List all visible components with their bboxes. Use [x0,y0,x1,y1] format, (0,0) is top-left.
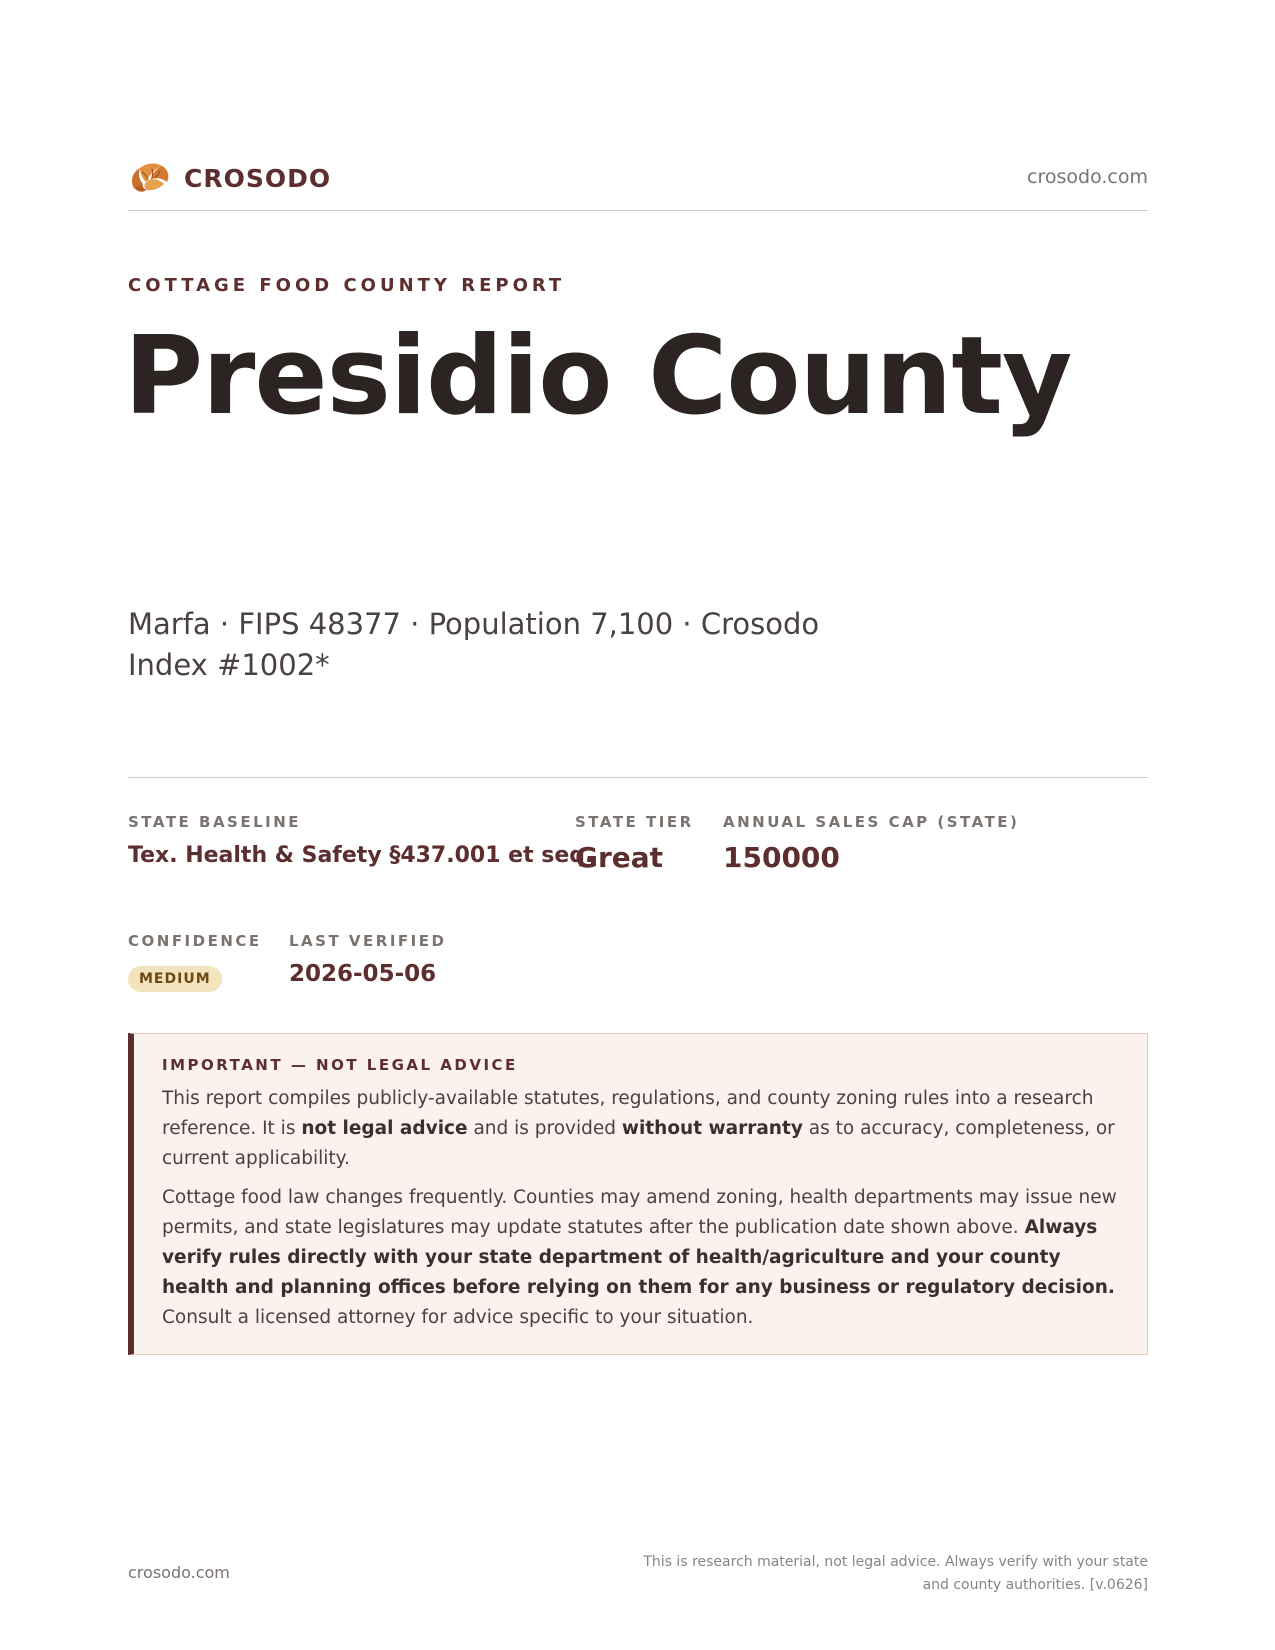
notice-p2-run: Consult a licensed attorney for advice specific to your situation. [162,1307,754,1328]
state-tier-field [575,813,694,874]
notice-paragraph-2 [162,1183,1121,1333]
footer-url[interactable]: crosodo.com [128,1563,230,1582]
footer-disclaimer [628,1551,1148,1597]
notice-p2-run: Cottage food law changes frequently. Counties may amend zoning, health departments may issue new permits, and state legislatures may update statutes after the publication date shown above. [162,1187,1117,1238]
notice-p2-emphasis: Always verify rules directly with your state department of health/agriculture and your county health and planning offices before relying on them for any business or regulatory decision. [162,1217,1115,1298]
page-header [128,158,1148,208]
state-baseline-label: STATE BASELINE [128,813,302,831]
sales-cap-value: 150000 [723,841,840,874]
confidence-badge: MEDIUM [128,966,222,992]
notice-p1-emphasis: without warranty [621,1118,803,1139]
county-subtitle: Marfa · FIPS 48377 · Population 7,100 · Crosodo Index #1002* [128,607,820,682]
notice-p1-emphasis: not legal advice [301,1118,468,1139]
state-tier-label: STATE TIER [575,813,694,831]
header-divider [128,210,1148,211]
report-page [124,0,1148,1650]
state-tier-value: Great [575,841,664,874]
notice-p1-run: and is provided [467,1118,622,1139]
confidence-label: CONFIDENCE [128,932,262,950]
croissant-icon [128,158,172,198]
notice-paragraph-1 [162,1084,1121,1174]
section-divider [128,777,1148,778]
footer-disclaimer-line-2: and county authorities. [v.0626] [922,1577,1148,1593]
footer-disclaimer-line-1: This is research material, not legal advice. Always verify with your state [643,1554,1148,1570]
header-url[interactable]: crosodo.com [1027,166,1148,188]
state-baseline-field [128,813,593,868]
last-verified-value: 2026-05-06 [289,961,437,987]
notice-p1-run: This report compiles publicly-available statutes, regulations, and county zoning rules into a research reference. It is [162,1088,1094,1139]
notice-p1-run: as to accuracy, completeness, or current applicability. [162,1118,1115,1169]
state-baseline-value: Tex. Health & Safety §437.001 et seq. [128,843,594,868]
brand-name: CROSODO [184,163,332,193]
confidence-field [128,932,262,992]
brand [128,158,331,198]
legal-notice [128,1033,1148,1355]
last-verified-label: LAST VERIFIED [289,932,447,950]
page-title: Presidio County [124,314,1072,439]
last-verified-field [289,932,446,987]
sales-cap-field [723,813,1019,874]
sales-cap-label: ANNUAL SALES CAP (STATE) [723,813,1020,831]
notice-heading: IMPORTANT — NOT LEGAL ADVICE [162,1056,518,1074]
report-eyebrow: COTTAGE FOOD COUNTY REPORT [128,275,566,296]
